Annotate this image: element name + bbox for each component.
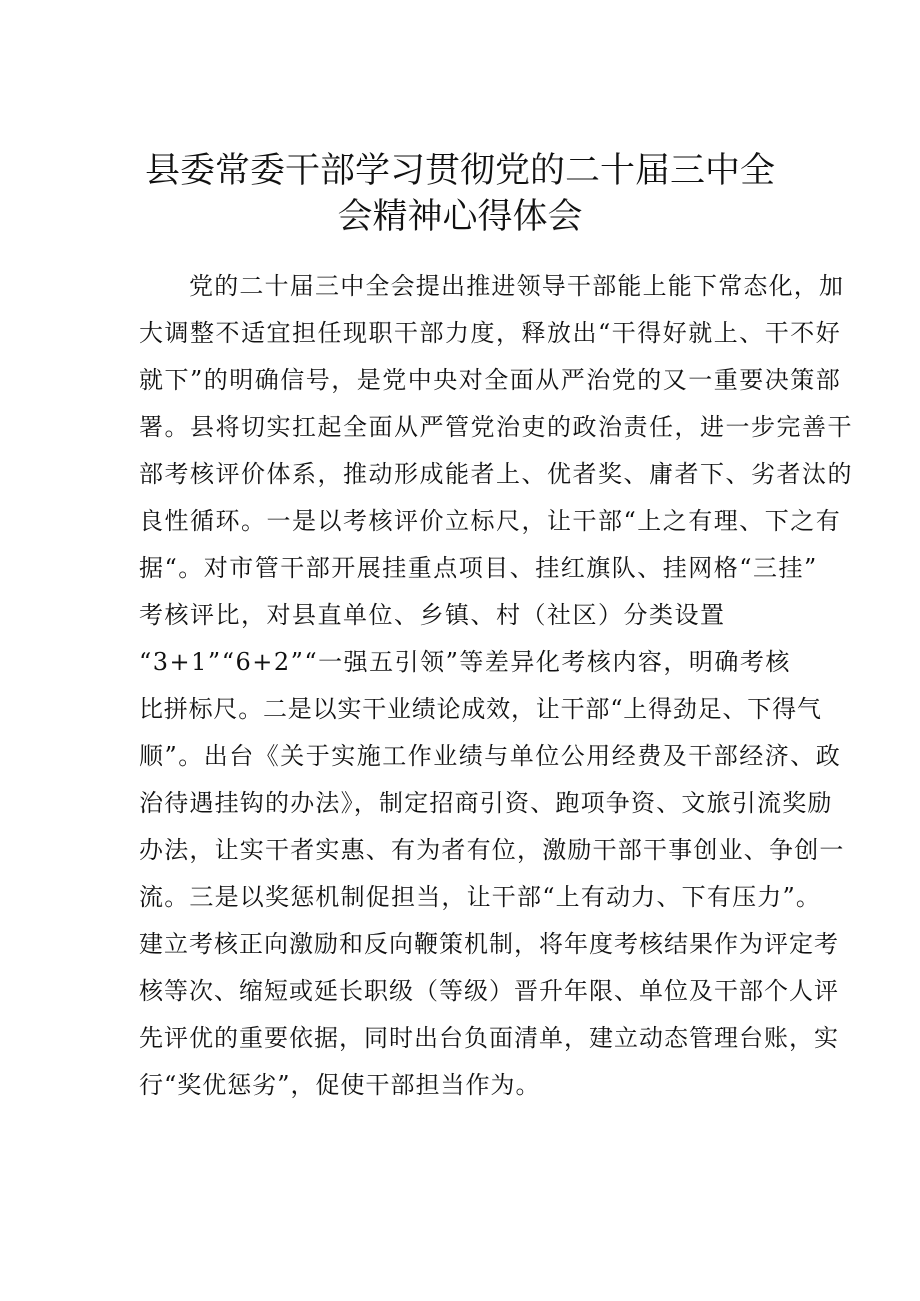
body-line: 流。三是以奖惩机制促担当，让干部“上有动力、下有压力”。 bbox=[139, 883, 822, 911]
body-line: 行“奖优惩劣”，促使干部担当作为。 bbox=[139, 1071, 541, 1099]
body-line: 就下”的明确信号，是党中央对全面从严治党的又一重要决策部 bbox=[139, 366, 842, 394]
body-line: 核等次、缩短或延长职级（等级）晋升年限、单位及干部个人评 bbox=[139, 977, 839, 1005]
body-line: 考核评比，对县直单位、乡镇、村（社区）分类设置 bbox=[139, 601, 726, 629]
body-line: 署。县将切实扛起全面从严管党治吏的政治责任，进一步完善干 bbox=[139, 413, 853, 441]
body-line: 建立考核正向激励和反向鞭策机制，将年度考核结果作为评定考 bbox=[139, 930, 839, 958]
body-line: 大调整不适宜担任现职干部力度，释放出“干得好就上、干不好 bbox=[139, 319, 842, 347]
body-line: 先评优的重要依据，同时出台负面清单，建立动态管理台账，实 bbox=[139, 1024, 839, 1052]
body-line: 治待遇挂钩的办法》，制定招商引资、跑项争资、文旅引流奖励 bbox=[139, 789, 833, 817]
body-line: 据“。对市管干部开展挂重点项目、挂红旗队、挂网格“三挂” bbox=[139, 554, 818, 582]
body-line: 党的二十届三中全会提出推进领导干部能上能下常态化，加 bbox=[189, 272, 845, 300]
body-line: 办法，让实干者实惠、有为者有位，激励干部干事创业、争创一 bbox=[139, 836, 845, 864]
body-line: 比拼标尺。二是以实干业绩论成效，让干部“上得劲足、下得气 bbox=[139, 695, 822, 723]
document-title-line-2: 会精神心得体会 bbox=[337, 197, 583, 237]
body-line: “3+1”“6+2”“一强五引领”等差异化考核内容，明确考核 bbox=[139, 648, 791, 676]
body-line: 部考核评价体系，推动形成能者上、优者奖、庸者下、劣者汰的 bbox=[139, 460, 853, 488]
document-title-line-1: 县委常委干部学习贯彻党的二十届三中全 bbox=[144, 151, 775, 191]
body-line: 顺”。出台《关于实施工作业绩与单位公用经费及干部经济、政 bbox=[139, 742, 842, 770]
body-line: 良性循环。一是以考核评价立标尺，让干部“上之有理、下之有 bbox=[139, 507, 842, 535]
